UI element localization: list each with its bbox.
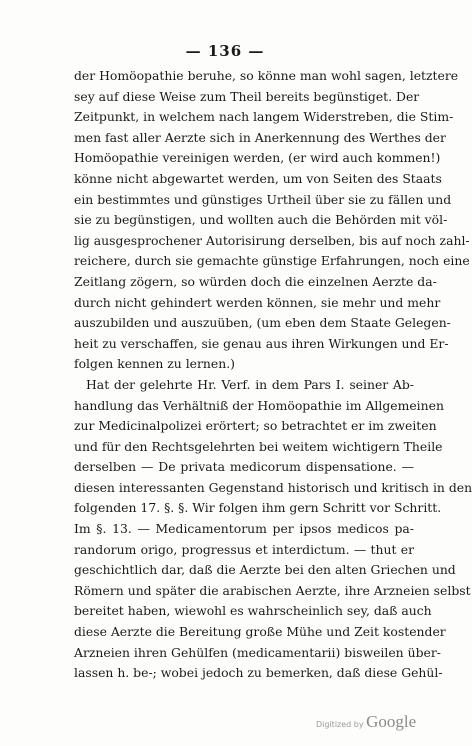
text-line: sie zu begünstigen, und wollten auch die Behörden mit völ- (74, 212, 448, 228)
text-line: Arzneien ihren Gehülfen (medicamentarii) bisweilen über- (74, 644, 441, 660)
text-line: geschichtlich dar, daß die Aerzte bei den alten Griechen und (74, 562, 456, 578)
text-line: durch nicht gehindert werden können, sie mehr und mehr (74, 294, 441, 310)
text-line: folgen kennen zu lernen.) (74, 356, 235, 372)
text-line: folgenden 17. §. §. Wir folgen ihm gern Schritt vor Schritt. (74, 500, 442, 516)
text-line: Zeitpunkt, in welchem nach langem Widerstreben, die Stim- (74, 109, 454, 125)
text-line: handlung das Verhältniß der Homöopathie im Allgemeinen (74, 397, 444, 413)
text-line: zur Medicinalpolizei erörtert; so betrachtet er im zweiten (74, 418, 437, 434)
text-line: Im §. 13. — Medicamentorum per ipsos medicos pa- (74, 521, 414, 537)
text-line: men fast aller Aerzte sich in Anerkennung des Werthes der (74, 129, 446, 145)
text-line: derselben — De privata medicorum dispensatione. — (74, 459, 414, 475)
page-number: — 136 — (185, 42, 265, 60)
text-line: Hat der gelehrte Hr. Verf. in dem Pars I. seiner Ab- (86, 376, 414, 392)
digitized-watermark (316, 712, 416, 732)
text-line: könne nicht abgewartet werden, um von Seiten des Staats (74, 170, 442, 186)
text-line: sey auf diese Weise zum Theil bereits begünstiget. Der (74, 88, 420, 104)
text-line: Homöopathie vereinigen werden, (er wird auch kommen!) (74, 150, 441, 166)
text-line: Römern und später die arabischen Aerzte, ihre Arzneien selbst (74, 582, 471, 598)
text-line: lassen h. be-; wobei jedoch zu bemerken, daß diese Gehül- (74, 665, 443, 681)
text-line: auszubilden und auszuüben, (um eben dem Staate Gelegen- (74, 315, 451, 331)
text-line: bereitet haben, wiewohl es wahrscheinlich sey, daß auch (74, 603, 432, 619)
text-line: diese Aerzte die Bereitung große Mühe und Zeit kostender (74, 624, 446, 640)
watermark-prefix: Digitized by (316, 720, 364, 729)
text-line: heit zu verschaffen, sie genau aus ihren Wirkungen und Er- (74, 335, 449, 351)
body-text (74, 66, 472, 684)
google-logo: Google (366, 712, 417, 731)
text-line: lig ausgesprochener Autorisirung derselben, bis auf noch zahl- (74, 232, 470, 248)
text-line: diesen interessanten Gegenstand historisch und kritisch in den (74, 479, 472, 495)
text-line: und für den Rechtsgelehrten bei weitem wichtigern Theile (74, 438, 443, 454)
text-line: Zeitlang zögern, so würden doch die einzelnen Aerzte da- (74, 273, 437, 289)
text-line: der Homöopathie beruhe, so könne man wohl sagen, letztere (74, 68, 459, 83)
text-line: randorum origo, progressus et interdictum. — thut er (74, 541, 414, 557)
text-line: reichere, durch sie gemachte günstige Erfahrungen, noch eine (74, 253, 470, 269)
text-line: ein bestimmtes und günstiges Urtheil über sie zu fällen und (74, 191, 452, 207)
